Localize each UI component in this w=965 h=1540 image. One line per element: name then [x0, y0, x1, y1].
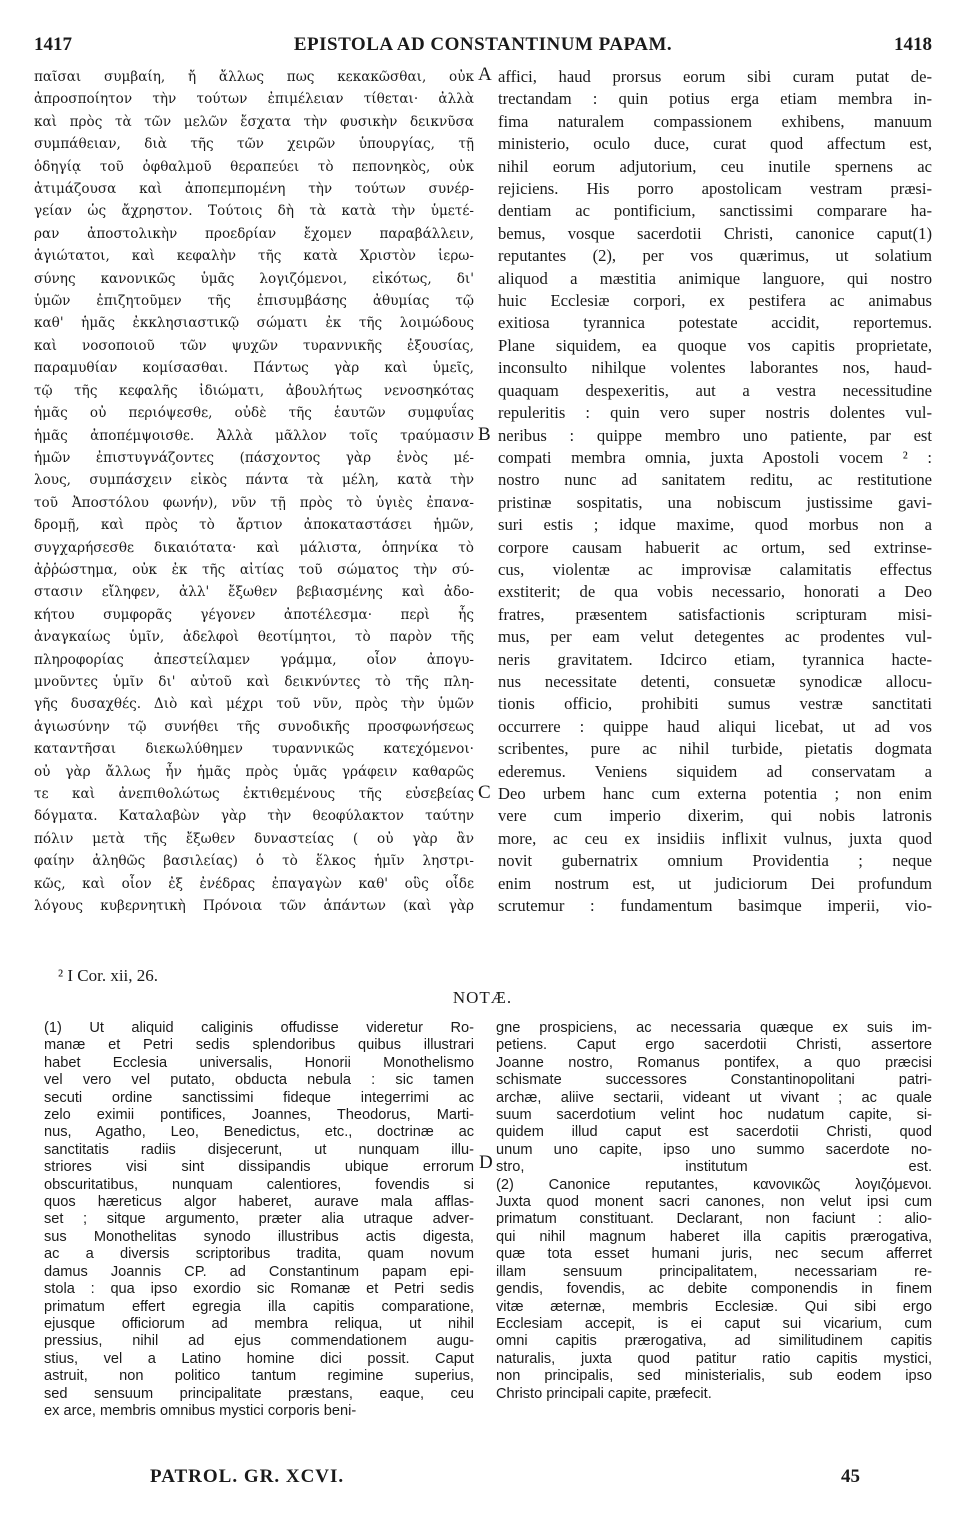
- latin-text-column: [498, 66, 932, 917]
- text-line: ac a diversis scriptoribus tradita, quam novum: [44, 1246, 474, 1263]
- text-line: neris gravitatem. Idcirco etiam, tyrannica hacte-: [498, 649, 932, 669]
- notes-right-column: [496, 1020, 932, 1403]
- text-line: reputantes (2), per vos quærimus, ut solatium: [498, 246, 932, 266]
- text-line: vel vero vel putato, obducta nebula : sic tamen: [44, 1072, 474, 1089]
- text-line: Deo urbem hanc cum externa potentia ; non enim: [498, 784, 932, 803]
- text-line: aliquod a mæstitia animique languore, qui nostro: [498, 268, 932, 288]
- text-line: petiens. Caput ergo sacerdotii Christi, assertore: [496, 1037, 932, 1054]
- margin-marker-c: C: [478, 782, 491, 803]
- text-line: vitæ æternæ, membris Ecclesiæ. Qui sibi ergo: [496, 1298, 932, 1315]
- text-line: astruit, non politico tantum regimine superius,: [44, 1368, 474, 1385]
- footnote: ² I Cor. xii, 26.: [58, 966, 159, 985]
- text-line: φαίην ἀληθῶς βασιλείας) ὁ τὸ ἕλκος ἡμῖν ληστρι-: [34, 853, 474, 870]
- text-line: huic Ecclesiæ corpori, ex pestifera ac animabus: [498, 291, 932, 311]
- margin-marker-a: A: [478, 64, 492, 85]
- text-line: exstiterit; de qua vobis necessario, honorati a Deo: [498, 582, 932, 602]
- text-line: μνοῦντες ὑμῖν δι' αὐτοῦ καὶ δεικνύντες τὸ τῆς πλη-: [34, 673, 474, 690]
- running-title: EPISTOLA AD CONSTANTINUM PAPAM.: [293, 34, 673, 55]
- text-line: illam sensuum principalitatem, necessariam re-: [496, 1263, 932, 1280]
- text-line: more, ac ceu ex insidiis inflixit vulnus, juxta quod: [498, 828, 932, 848]
- margin-marker-b: B: [478, 424, 491, 445]
- text-line: πόλιν μετὰ τῆς ἔξωθεν δυναστείας ( οὐ γὰρ ἂν: [34, 830, 474, 847]
- text-line: τῷ τῆς κεφαλῆς ἰδιώματι, ἀβουλήτως νενοσηκότας: [34, 382, 474, 399]
- text-line: pristinæ sospitatis, una nobiscum justissime gavi-: [498, 492, 932, 512]
- text-line: dentiam ac pontificium, sanctissimi comparare ha-: [498, 201, 932, 221]
- text-line: quaquam despexeritis, aut a vestra necessitudine: [498, 380, 932, 400]
- text-line: quidem illud caput est sacerdotii Christi, quod: [496, 1124, 932, 1141]
- text-line: affici, haud prorsus eorum sibi curam putat de-: [498, 67, 932, 86]
- text-line: set ; sitque argumento, præter alia utraque adver-: [44, 1211, 474, 1228]
- text-line: κῶς, καὶ οἷον ἐξ ἐνέδρας ἐπαγαγὼν καθ' οὓς οἶδε: [34, 875, 474, 892]
- text-line: ejusque officiorum ad membra reliqua, ut nihil: [44, 1315, 474, 1332]
- text-line: nus, Agatho, Leo, Benedictus, etc., doctrinæ ac: [44, 1124, 474, 1141]
- text-line: ἁγιώτατοι, καὶ κεφαλὴν τῆς κατὰ Χριστὸν ἱερω-: [34, 248, 474, 265]
- text-line: ἀῤῥώστημα, οὐκ ἐκ τῆς αἰτίας τοῦ σώματος τὴν σύ-: [34, 561, 474, 578]
- text-line: Plane siquidem, ea quoque vos capitis proprietate,: [498, 335, 932, 355]
- text-line: cus, violentæ ac improvisæ calamitatis effectus: [498, 559, 932, 579]
- text-line: manæ et Petri sedis splendoribus quibus illustrari: [44, 1037, 474, 1054]
- text-line: ἀπροσποίητον τὴν τούτων ἐπιμέλειαν τίθεται· ἀλλὰ: [34, 91, 474, 108]
- text-line: occurrere : quippe haud aliqui licebat, ut ad vos: [498, 716, 932, 736]
- text-line: καθ' ἡμᾶς ἐκκλησιαστικῷ σώματι ἐκ τῆς λοιμώδους: [34, 315, 474, 332]
- text-line: ἡμῶν ἐπιστυγνάζοντες (πάσχοντος γὰρ ἑνὸς μέ-: [34, 449, 474, 466]
- text-line: ἀτιμάζουσα καὶ ἀποπεμπομένη τὴν τούτων συνέρ-: [34, 181, 474, 198]
- text-line: gendis, fovendis, ac debite componendis in finem: [496, 1281, 932, 1298]
- text-line: vere cum imperio dixerim, qui nobis latronis: [498, 806, 932, 826]
- text-line: ὑμῶν ἐπιζητοῦμεν τῆς ἐπισυμβάσης ἀθυμίας τῷ: [34, 293, 474, 310]
- text-line: ex arce, membris omnibus mystici corporis beni-: [44, 1402, 357, 1419]
- text-line: πληροφορίας ἀπεστείλαμεν γράμμα, οἷον ἀπογυ-: [34, 651, 474, 668]
- text-line: repuleritis : quin vero super nostris dolentes vul-: [498, 403, 932, 423]
- text-line: ἡμᾶς ἀποπέμψοισθε. Ἀλλὰ μᾶλλον τοῖς τραύμασιν: [34, 427, 474, 444]
- text-line: primatum effert egregia illa capitis comparatione,: [44, 1298, 474, 1315]
- text-line: Joanne nostro, Romanus pontifex, a quo præcisi: [496, 1054, 932, 1071]
- text-line: γῆς δυσαχθές. Διὸ καὶ μέχρι τοῦ νῦν, πρὸς τὴν ὑμῶν: [34, 696, 474, 713]
- running-header: [34, 34, 932, 58]
- text-line: καταντῆσαι διεκωλύθημεν τυραννικῶς κατεχόμενοι·: [34, 741, 474, 758]
- text-line: καὶ πρὸς τὰ τῶν μελῶν ἔσχατα τὴν φυσικὴν δεικνῦσα: [34, 113, 474, 130]
- text-line: τε καὶ ἀνεπιθολώτως ἐκτιθεμένους τῆς εὐσεβείας: [34, 786, 474, 802]
- text-line: stro, institutum est.: [496, 1159, 932, 1176]
- right-page-number: 1418: [894, 34, 932, 55]
- text-line: ἡμᾶς οὐ περιόψεσθε, οὐδὲ τῆς ἑαυτῶν συμφυΐας: [34, 405, 474, 422]
- text-line: enim nostrum est, ut judiciorum Dei profundum: [498, 873, 932, 893]
- text-line: neribus : quippe membro uno patiente, par est: [498, 425, 932, 445]
- text-line: omni capitis prærogativa, ad similitudinem capitis: [496, 1333, 932, 1350]
- text-line: Ecclesiam accepit, is ei caput sui vicarium, cum: [496, 1315, 932, 1332]
- text-line: quos hæreticus algor haberet, aurave mala afflas-: [44, 1194, 474, 1211]
- text-line: quæ tota esset humani juris, nec secum afferret: [496, 1246, 932, 1263]
- text-line: (2) Canonice reputantes, κανονικῶς λογιζόμενοι.: [496, 1176, 932, 1193]
- text-line: συγχαρήσεσθε δικαιότατα· καὶ μάλιστα, ὁπηνίκα τὸ: [34, 539, 474, 556]
- text-line: καὶ νοσοποιοῦ τῶν ψυχῶν τυραννικῆς ἐξουσίας,: [34, 337, 474, 354]
- text-line: λους, συμπάσχειν εἰκὸς πάντα τὰ μέλη, κατὰ τὴν: [34, 472, 474, 489]
- text-line: qui nihil magnum haberet illa capitis prærogativa,: [496, 1228, 932, 1245]
- text-line: mus, per eam velut detegentes ac prodentes vul-: [498, 627, 932, 647]
- text-line: fratres, præsentem satisfactionis scripturam misi-: [498, 604, 932, 624]
- text-line: scribentes, pure ac nihil turbide, pietatis dogmata: [498, 739, 932, 759]
- text-line: suum sacerdotium velint hoc nudatum capite, si-: [496, 1107, 932, 1124]
- text-line: σύνης κανονικῶς ὑμᾶς λογιζόμενοι, εἰκότως, δι': [34, 270, 474, 287]
- text-line: nostro nunc ad sanitatem reditu, ac restitutione: [498, 470, 932, 490]
- text-line: primatum constituant. Declarant, non faciunt : alio-: [496, 1211, 932, 1228]
- text-line: unum uno capite, ipso uno summo sacerdote no-: [496, 1141, 932, 1158]
- text-line: suri estis ; idque maxime, quod morbus non a: [498, 515, 932, 535]
- text-line: παῖσαι συμβαίη, ἤ ἄλλως πως κεκακῶσθαι, οὐκ: [34, 69, 474, 85]
- text-line: damus Joannis CP. ad Constantinum papam epi-: [44, 1263, 474, 1280]
- text-line: stola : qua ipso exordio sic Romanæ et Petri sedis: [44, 1281, 474, 1298]
- text-line: οὐ γὰρ ἄλλως ἦν ἡμᾶς πρὸς ὑμᾶς γράφειν καθαρῶς: [34, 763, 474, 780]
- text-line: schismate successores Constantinopolitani patri-: [496, 1072, 932, 1089]
- text-line: novit gubernatrix omnium Providentia ; neque: [498, 851, 932, 871]
- text-line: habet Ecclesia universalis, Honorii Monothelismo: [44, 1054, 474, 1071]
- text-line: scrutemur : fundamentum basimque imperii, vio-: [498, 896, 932, 916]
- left-page-number: 1417: [34, 34, 72, 55]
- text-line: exitiosa tyrannica potestate accidit, reportemus.: [498, 313, 932, 333]
- text-line: ministerio, oculo duce, curat quod affectum est,: [498, 134, 932, 154]
- text-line: ἀναγκαίως ὑμῖν, ἀδελφοὶ θεοτίμητοι, τὸ παρὸν τῆς: [34, 629, 474, 646]
- text-line: tionis officio, prohibiti sumus vestræ sanctitati: [498, 694, 932, 714]
- text-line: archæ, aliive sectarii, videant ut vivant ; ac quale: [496, 1089, 932, 1106]
- text-line: κήτου συμφορᾶς γέγονεν ἀποτέλεσμα· περὶ ἧς: [34, 606, 474, 623]
- text-line: zelo eximii pontifices, Joannes, Theodorus, Marti-: [44, 1107, 474, 1124]
- text-line: Christo principali capite, præfecit.: [496, 1385, 712, 1402]
- text-line: λόγους κυβερνητικὴ Πρόνοια τῶν ἁπάντων (καὶ γὰρ: [34, 898, 474, 915]
- notes-heading: NOTÆ.: [452, 988, 513, 1007]
- page-footer: [150, 1466, 860, 1490]
- text-line: παραμυθίαν κομίσασθαι. Πάντως γὰρ καὶ ὑμεῖς,: [34, 360, 474, 377]
- text-line: secuti ordine sanctissimi fideque integerrimi ac: [44, 1089, 474, 1106]
- gathering-number: 45: [841, 1466, 860, 1487]
- text-line: nihil eorum adjutorium, ceu inutile spernens ac: [498, 156, 932, 176]
- volume-signature: PATROL. GR. XCVI.: [150, 1466, 345, 1487]
- text-line: trectandam : quin potius erga etiam membra in-: [498, 89, 932, 109]
- text-line: non principalis, sed ministerialis, sub eodem ipso: [496, 1368, 932, 1385]
- text-line: (1) Ut aliquid caliginis offudisse videretur Ro-: [44, 1020, 474, 1036]
- text-line: nus necessitate detenti, consuetæ synodicæ allocu-: [498, 671, 932, 691]
- text-line: rejiciens. His porro apostolicam vestram præsi-: [498, 179, 932, 199]
- margin-marker-d: D: [479, 1152, 493, 1173]
- text-line: pressius, nihil ad ejus commendationem augu-: [44, 1333, 474, 1350]
- text-line: ραν ἀποστολικὴν προεδρίαν ἔχομεν παραβάλλειν,: [34, 225, 474, 242]
- greek-text-column: [34, 66, 474, 917]
- text-line: γείαν ὡς ἄχρηστον. Τούτοις δὴ τὰ κατὰ τὴν ὑμετέ-: [34, 203, 474, 220]
- text-line: corpore causam habuerit ac ortum, sed extrinse-: [498, 537, 932, 557]
- text-line: Juxta quod monent sacri canones, non velut ipsi cum: [496, 1194, 932, 1211]
- text-line: fima naturalem compassionem exhibens, manuum: [498, 111, 932, 131]
- text-line: obscuritatibus, nunquam calentiores, fovendis si: [44, 1176, 474, 1193]
- text-line: δόγματα. Καταλαβὼν γὰρ τὴν θεοφύλακτον ταύτην: [34, 808, 474, 825]
- text-line: sus Monothelitas synodo illustribus actis digesta,: [44, 1228, 474, 1245]
- text-line: τοῦ Ἀποστόλου φωνήν), νῦν τῇ πρὸς τὸ ὑγιὲς ἐπανα-: [34, 494, 474, 511]
- text-line: naturalis, juxta quod patitur ratio capitis mystici,: [496, 1350, 932, 1367]
- text-line: συμπάθειαν, διὰ τῆς τῶν χειρῶν ὑπουργίας, τῇ: [34, 136, 474, 153]
- text-line: στασιν εἴληφεν, ἀλλ' ἔξωθεν βεβιασμένης καὶ ἀδο-: [34, 584, 474, 601]
- text-line: striores visi sint dissipandis ubique errorum: [44, 1159, 474, 1176]
- text-line: inconsulto nihilque volentes laborantes nos, haud-: [498, 358, 932, 378]
- text-line: δρομῇ, καὶ πρὸς τὸ ἄρτιον ἀποκαταστάσει ἡμῶν,: [34, 517, 474, 534]
- text-line: sanctitatis radiis disjecerunt, ut nunquam illu-: [44, 1141, 474, 1158]
- text-line: compati membra omnia, juxta Apostoli vocem ² :: [498, 447, 932, 467]
- notes-left-column: [44, 1020, 474, 1420]
- text-line: sed sensuum principalitate præstans, eaque, ceu: [44, 1385, 474, 1402]
- text-line: ὁδηγίᾳ τοῦ ὀφθαλμοῦ θεραπεύει τὸ πεπονηκὸς, οὐκ: [34, 158, 474, 175]
- text-line: gne prospiciens, ac necessaria quæque ex suis im-: [496, 1020, 932, 1036]
- text-line: ἁγιωσύνην τῷ συνήθει τῆς συνοδικῆς προσφωνήσεως: [34, 718, 474, 735]
- text-line: stius, vel a Latino homine dici possit. Caput: [44, 1350, 474, 1367]
- text-line: ederemus. Veniens siquidem ad conservatam a: [498, 761, 932, 781]
- text-line: bemus, vosque sacerdotii Christi, canonice caput(1): [498, 223, 932, 243]
